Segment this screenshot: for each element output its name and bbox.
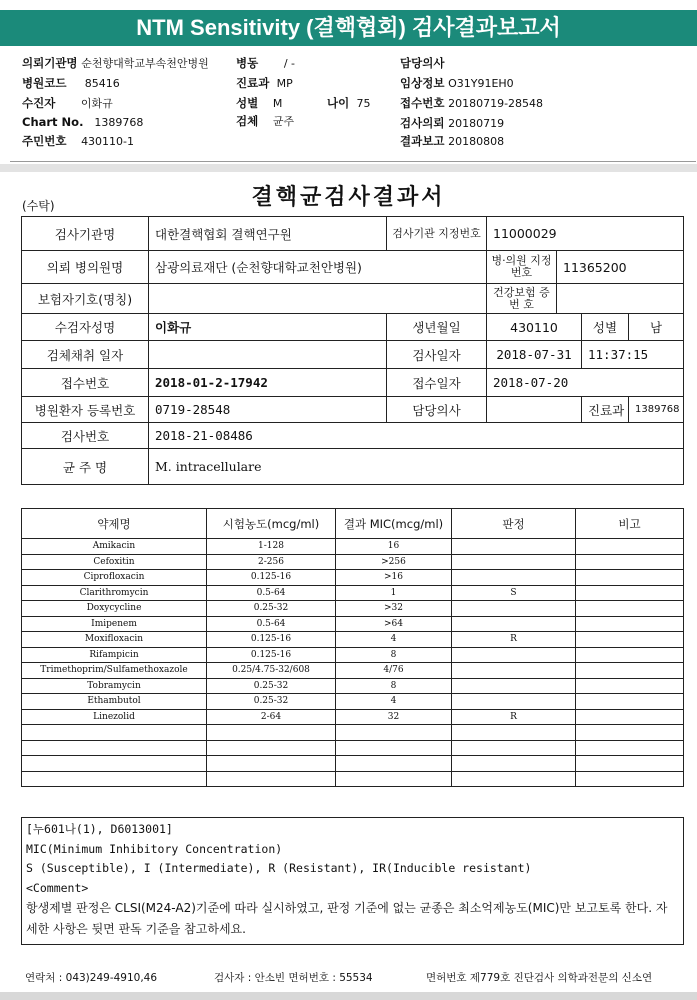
remark-cell bbox=[576, 678, 684, 694]
header-receipt-no bbox=[400, 95, 543, 111]
header-ward bbox=[236, 55, 295, 71]
mic-result-cell: >256 bbox=[336, 554, 452, 570]
request-label: 검사의뢰 bbox=[400, 116, 445, 130]
collect-label: 검체채취 일자 bbox=[22, 341, 149, 369]
specimen-label: 검체 bbox=[236, 114, 259, 128]
test-no-label: 검사번호 bbox=[22, 423, 149, 449]
drug-name-cell bbox=[22, 740, 207, 756]
report-title-bar: NTM Sensitivity (결핵협회) 검사결과보고서 bbox=[0, 10, 697, 46]
col-remark: 비고 bbox=[576, 509, 684, 539]
patient-value: 이화규 bbox=[80, 97, 113, 110]
drug-name-cell bbox=[22, 756, 207, 772]
collect-value bbox=[149, 341, 387, 369]
remark-cell bbox=[576, 694, 684, 710]
drug-name-cell bbox=[22, 725, 207, 741]
request-value: 20180719 bbox=[448, 117, 505, 130]
note-code: [누601나(1), D6013001] bbox=[26, 822, 173, 836]
test-date-value: 2018-07-31 bbox=[487, 341, 582, 369]
drug-name-cell: Ethambutol bbox=[22, 694, 207, 710]
header-patient bbox=[22, 95, 113, 111]
interpretation-cell bbox=[452, 616, 576, 632]
interpretation-cell bbox=[452, 694, 576, 710]
header-sex bbox=[236, 95, 282, 111]
test-concentration-cell bbox=[207, 740, 336, 756]
patient-info-table bbox=[21, 216, 684, 485]
test-concentration-cell: 0.125-16 bbox=[207, 570, 336, 586]
report-subtitle: (수탁) bbox=[22, 199, 55, 213]
health-ins-label: 건강보험 증 번 호 bbox=[487, 284, 557, 314]
req-hospital-label: 의뢰 병의원명 bbox=[22, 251, 149, 284]
clinical-info-value: O31Y91EH0 bbox=[448, 77, 514, 90]
result-row bbox=[22, 740, 684, 756]
info-dept-label: 진료과 bbox=[582, 397, 629, 423]
insured-value bbox=[149, 284, 487, 314]
header-age bbox=[327, 95, 371, 111]
test-concentration-cell: 1-128 bbox=[207, 539, 336, 555]
interpretation-cell: R bbox=[452, 709, 576, 725]
result-row bbox=[22, 694, 684, 710]
remark-cell bbox=[576, 771, 684, 787]
remark-cell bbox=[576, 647, 684, 663]
remark-cell bbox=[576, 585, 684, 601]
result-row bbox=[22, 539, 684, 555]
mic-result-cell: 4 bbox=[336, 694, 452, 710]
result-row bbox=[22, 647, 684, 663]
lab-no-label: 검사기관 지정번호 bbox=[387, 217, 487, 251]
req-hospital-value: 삼광의료재단 (순천향대학교천안병원) bbox=[149, 251, 487, 284]
remark-cell bbox=[576, 756, 684, 772]
remark-cell bbox=[576, 740, 684, 756]
sex-value: M bbox=[272, 97, 283, 110]
institution-value: 순천향대학교부속천안병원 bbox=[81, 57, 209, 70]
test-concentration-cell bbox=[207, 756, 336, 772]
drug-name-cell: Rifampicin bbox=[22, 647, 207, 663]
interpretation-cell bbox=[452, 601, 576, 617]
interpretation-cell bbox=[452, 678, 576, 694]
receipt-label: 접수번호 bbox=[22, 369, 149, 397]
dept-label: 진료과 bbox=[236, 76, 270, 90]
test-concentration-cell: 0.5-64 bbox=[207, 585, 336, 601]
info-sex-label: 성별 bbox=[582, 314, 629, 341]
mic-result-cell: >16 bbox=[336, 570, 452, 586]
doctor-label: 담당의사 bbox=[400, 56, 445, 70]
institution-label: 의뢰기관명 bbox=[22, 56, 78, 70]
birth-label: 생년월일 bbox=[387, 314, 487, 341]
info-dept-value: 1389768 bbox=[629, 397, 684, 423]
clinic-no-value: 11365200 bbox=[557, 251, 684, 284]
header-request bbox=[400, 115, 504, 131]
test-no-value: 2018-21-08486 bbox=[149, 423, 684, 449]
lab-label: 검사기관명 bbox=[22, 217, 149, 251]
result-row bbox=[22, 554, 684, 570]
mic-result-cell: 8 bbox=[336, 647, 452, 663]
mic-result-cell: >32 bbox=[336, 601, 452, 617]
mic-result-cell: 4 bbox=[336, 632, 452, 648]
header-chart-no bbox=[22, 115, 143, 129]
header-dept bbox=[236, 75, 293, 91]
comment-box bbox=[21, 817, 684, 945]
info-doctor-value bbox=[487, 397, 582, 423]
drug-name-cell: Imipenem bbox=[22, 616, 207, 632]
drug-name-cell: Clarithromycin bbox=[22, 585, 207, 601]
mic-result-cell bbox=[336, 756, 452, 772]
receipt-no-label: 접수번호 bbox=[400, 96, 445, 110]
test-concentration-cell: 0.25/4.75-32/608 bbox=[207, 663, 336, 679]
result-row bbox=[22, 756, 684, 772]
receipt-no-value: 20180719-28548 bbox=[448, 97, 544, 110]
test-concentration-cell bbox=[207, 725, 336, 741]
report-label: 결과보고 bbox=[400, 134, 445, 148]
ward-label: 병동 bbox=[236, 56, 259, 70]
chart-value: 1389768 bbox=[94, 116, 144, 129]
insured-label: 보험자기호(명칭) bbox=[22, 284, 149, 314]
result-row bbox=[22, 771, 684, 787]
sensitivity-results-table bbox=[21, 508, 684, 787]
hospital-code-label: 병원코드 bbox=[22, 76, 67, 90]
drug-name-cell: Amikacin bbox=[22, 539, 207, 555]
resident-label: 주민번호 bbox=[22, 134, 67, 148]
header-clinical-info bbox=[400, 75, 514, 91]
lab-no-value: 11000029 bbox=[487, 217, 684, 251]
footer-inspector: 검사자 : 안소빈 면허번호 : 55534 bbox=[214, 972, 373, 984]
mic-result-cell: 16 bbox=[336, 539, 452, 555]
footer-license: 면허번호 제779호 진단검사 의학과전문의 신소연 bbox=[426, 972, 653, 984]
note-comment-text: 항생제별 판정은 CLSI(M24-A2)기준에 따라 실시하였고, 판정 기준에 없는 균종은 최소억제농도(MIC)만 보고토록 한다. 자세한 사항은 뒷면 판독 기준을 참고하세요. bbox=[26, 901, 668, 936]
interpretation-cell bbox=[452, 647, 576, 663]
mic-result-cell: 1 bbox=[336, 585, 452, 601]
header-divider bbox=[10, 161, 696, 162]
note-mic: MIC(Minimum Inhibitory Concentration) bbox=[26, 841, 283, 856]
footer-band bbox=[0, 992, 697, 1000]
receipt-value: 2018-01-2-17942 bbox=[149, 369, 387, 397]
interpretation-cell: R bbox=[452, 632, 576, 648]
result-row bbox=[22, 616, 684, 632]
result-row bbox=[22, 725, 684, 741]
interpretation-cell bbox=[452, 570, 576, 586]
drug-name-cell: Cefoxitin bbox=[22, 554, 207, 570]
remark-cell bbox=[576, 601, 684, 617]
test-concentration-cell: 0.125-16 bbox=[207, 647, 336, 663]
test-concentration-cell: 0.25-32 bbox=[207, 694, 336, 710]
health-ins-value bbox=[557, 284, 684, 314]
interpretation-cell bbox=[452, 554, 576, 570]
header-doctor bbox=[400, 55, 444, 71]
chart-label: Chart No. bbox=[22, 115, 84, 129]
header-institution bbox=[22, 55, 209, 71]
result-row bbox=[22, 678, 684, 694]
report-value: 20180808 bbox=[448, 135, 505, 148]
hospital-code-value: 85416 bbox=[84, 77, 120, 90]
remark-cell bbox=[576, 570, 684, 586]
result-row bbox=[22, 663, 684, 679]
drug-name-cell: Moxifloxacin bbox=[22, 632, 207, 648]
info-doctor-label: 담당의사 bbox=[387, 397, 487, 423]
ward-value: / - bbox=[283, 57, 295, 70]
test-concentration-cell: 0.125-16 bbox=[207, 632, 336, 648]
mic-result-cell bbox=[336, 725, 452, 741]
test-concentration-cell bbox=[207, 771, 336, 787]
test-concentration-cell: 0.25-32 bbox=[207, 601, 336, 617]
receipt-date-value: 2018-07-20 bbox=[487, 369, 684, 397]
interpretation-cell bbox=[452, 539, 576, 555]
header-band bbox=[0, 164, 697, 172]
mic-result-cell: >64 bbox=[336, 616, 452, 632]
results-header-row bbox=[22, 509, 684, 539]
test-time-value: 11:37:15 bbox=[582, 341, 684, 369]
report-heading: 결핵균검사결과서 bbox=[251, 184, 446, 210]
drug-name-cell: Trimethoprim/Sulfamethoxazole bbox=[22, 663, 207, 679]
drug-name-cell: Linezolid bbox=[22, 709, 207, 725]
test-concentration-cell: 2-256 bbox=[207, 554, 336, 570]
interpretation-cell bbox=[452, 663, 576, 679]
remark-cell bbox=[576, 554, 684, 570]
mic-result-cell: 4/76 bbox=[336, 663, 452, 679]
drug-name-cell: Doxycycline bbox=[22, 601, 207, 617]
interpretation-cell bbox=[452, 725, 576, 741]
remark-cell bbox=[576, 663, 684, 679]
patient-name-value: 이화규 bbox=[149, 314, 387, 341]
clinical-info-label: 임상정보 bbox=[400, 76, 445, 90]
drug-name-cell bbox=[22, 771, 207, 787]
patient-name-label: 수검자성명 bbox=[22, 314, 149, 341]
mic-result-cell bbox=[336, 740, 452, 756]
resident-value: 430110-1 bbox=[81, 135, 135, 148]
note-legend: S (Susceptible), I (Intermediate), R (Resistant), IR(Inducible resistant) bbox=[26, 861, 532, 875]
info-sex-value: 남 bbox=[629, 314, 684, 341]
age-value: 75 bbox=[356, 97, 371, 110]
drug-name-cell: Tobramycin bbox=[22, 678, 207, 694]
strain-value: M. intracellulare bbox=[149, 449, 684, 485]
header-report bbox=[400, 133, 504, 149]
result-row bbox=[22, 709, 684, 725]
test-concentration-cell: 2-64 bbox=[207, 709, 336, 725]
result-row bbox=[22, 570, 684, 586]
remark-cell bbox=[576, 539, 684, 555]
interpretation-cell bbox=[452, 740, 576, 756]
test-concentration-cell: 0.5-64 bbox=[207, 616, 336, 632]
footer-contact: 연락처 : 043)249-4910,46 bbox=[25, 972, 158, 984]
specimen-value: 균주 bbox=[272, 115, 295, 128]
drug-name-cell: Ciprofloxacin bbox=[22, 570, 207, 586]
reg-no-label: 병원환자 등록번호 bbox=[22, 397, 149, 423]
note-comment-label: <Comment> bbox=[26, 880, 89, 895]
lab-value: 대한결핵협회 결핵연구원 bbox=[149, 217, 387, 251]
interpretation-cell bbox=[452, 756, 576, 772]
result-row bbox=[22, 632, 684, 648]
col-interpretation: 판정 bbox=[452, 509, 576, 539]
remark-cell bbox=[576, 616, 684, 632]
col-mic: 결과 MIC(mcg/ml) bbox=[336, 509, 452, 539]
sex-label: 성별 bbox=[236, 96, 259, 110]
strain-label: 균 주 명 bbox=[22, 449, 149, 485]
test-date-label: 검사일자 bbox=[387, 341, 487, 369]
interpretation-cell bbox=[452, 771, 576, 787]
header-resident-no bbox=[22, 133, 134, 149]
remark-cell bbox=[576, 709, 684, 725]
remark-cell bbox=[576, 632, 684, 648]
mic-result-cell bbox=[336, 771, 452, 787]
result-row bbox=[22, 601, 684, 617]
age-label: 나이 bbox=[327, 96, 350, 110]
patient-label: 수진자 bbox=[22, 96, 56, 110]
col-drug: 약제명 bbox=[22, 509, 207, 539]
col-concentration: 시험농도(mcg/ml) bbox=[207, 509, 336, 539]
result-row bbox=[22, 585, 684, 601]
reg-no-value: 0719-28548 bbox=[149, 397, 387, 423]
remark-cell bbox=[576, 725, 684, 741]
birth-value: 430110 bbox=[487, 314, 582, 341]
test-concentration-cell: 0.25-32 bbox=[207, 678, 336, 694]
dept-value: MP bbox=[276, 77, 293, 90]
interpretation-cell: S bbox=[452, 585, 576, 601]
mic-result-cell: 32 bbox=[336, 709, 452, 725]
header-specimen bbox=[236, 113, 294, 129]
mic-result-cell: 8 bbox=[336, 678, 452, 694]
receipt-date-label: 접수일자 bbox=[387, 369, 487, 397]
clinic-no-label: 병·의원 지정번호 bbox=[487, 251, 557, 284]
header-hospital-code bbox=[22, 75, 120, 91]
